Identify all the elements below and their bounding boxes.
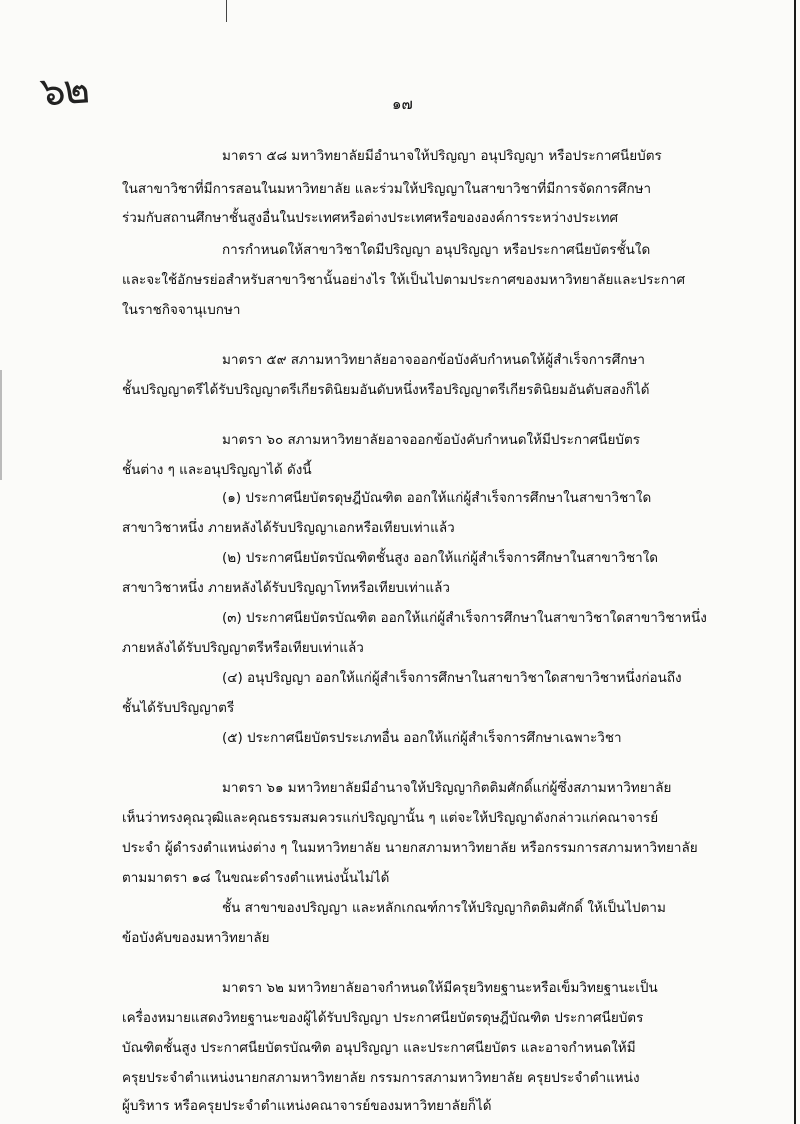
section-58-line-5: และจะใช้อักษรย่อสำหรับสาขาวิชานั้นอย่างไร ให้เป็นไปตามประกาศของมหาวิทยาลัยและประกาศ xyxy=(122,272,686,288)
section-60-item-5: (๕) ประกาศนียบัตรประเภทอื่น ออกให้แก่ผู้สำเร็จการศึกษาเฉพาะวิชา xyxy=(222,730,622,746)
section-60-line-8: ภายหลังได้รับปริญญาตรีหรือเทียบเท่าแล้ว xyxy=(122,640,364,656)
section-59-line-1: มาตรา ๕๙ สภามหาวิทยาลัยอาจออกข้อบังคับกำหนดให้ผู้สำเร็จการศึกษา xyxy=(222,352,645,368)
page-number: ๑๗ xyxy=(392,95,413,113)
section-58-line-1: มาตรา ๕๘ มหาวิทยาลัยมีอำนาจให้ปริญญา อนุปริญญา หรือประกาศนียบัตร xyxy=(222,148,662,164)
section-60-item-2: (๒) ประกาศนียบัตรบัณฑิตชั้นสูง ออกให้แก่ผู้สำเร็จการศึกษาในสาขาวิชาใด xyxy=(222,550,659,566)
scan-edge-line xyxy=(794,0,796,1124)
section-60-item-1: (๑) ประกาศนียบัตรดุษฎีบัณฑิต ออกให้แก่ผู้สำเร็จการศึกษาในสาขาวิชาใด xyxy=(222,490,652,506)
section-58-line-2: ในสาขาวิชาที่มีการสอนในมหาวิทยาลัย และร่วมให้ปริญญาในสาขาวิชาที่มีการจัดการศึกษา xyxy=(122,181,652,197)
section-62-line-4: ครุยประจำตำแหน่งนายกสภามหาวิทยาลัย กรรมการสภามหาวิทยาลัย ครุยประจำตำแหน่ง xyxy=(122,1070,640,1086)
section-62-line-3: บัณฑิตชั้นสูง ประกาศนียบัตรบัณฑิต อนุปริญญา และประกาศนียบัตร และอาจกำหนดให้มี xyxy=(122,1040,636,1056)
section-60-line-2: ชั้นต่าง ๆ และอนุปริญญาได้ ดังนี้ xyxy=(122,462,312,478)
section-61-line-6: ข้อบังคับของมหาวิทยาลัย xyxy=(122,930,270,946)
section-61-line-5: ชั้น สาขาของปริญญา และหลักเกณฑ์การให้ปริญญากิตติมศักดิ์ ให้เป็นไปตาม xyxy=(222,900,666,916)
handwritten-page-mark: ๖๒ xyxy=(38,66,90,116)
section-60-line-4: สาขาวิชาหนึ่ง ภายหลังได้รับปริญญาเอกหรือเทียบเท่าแล้ว xyxy=(122,520,455,536)
section-60-line-1: มาตรา ๖๐ สภามหาวิทยาลัยอาจออกข้อบังคับกำหนดให้มีประกาศนียบัตร xyxy=(222,432,640,448)
section-60-item-4: (๔) อนุปริญญา ออกให้แก่ผู้สำเร็จการศึกษาในสาขาวิชาใดสาขาวิชาหนึ่งก่อนถึง xyxy=(222,670,682,686)
section-59-line-2: ชั้นปริญญาตรีได้รับปริญญาตรีเกียรตินิยมอันดับหนึ่งหรือปริญญาตรีเกียรตินิยมอันดับสองก็ได้ xyxy=(122,382,650,398)
scan-top-mark xyxy=(226,0,227,22)
section-61-line-1: มาตรา ๖๑ มหาวิทยาลัยมีอำนาจให้ปริญญากิตติมศักดิ์แก่ผู้ซึ่งสภามหาวิทยาลัย xyxy=(222,780,672,796)
section-62-line-2: เครื่องหมายแสดงวิทยฐานะของผู้ได้รับปริญญา ประกาศนียบัตรดุษฎีบัณฑิต ประกาศนียบัตร xyxy=(122,1010,644,1026)
section-60-line-10: ชั้นได้รับปริญญาตรี xyxy=(122,700,235,716)
section-61-line-2: เห็นว่าทรงคุณวุฒิและคุณธรรมสมควรแก่ปริญญานั้น ๆ แต่จะให้ปริญญาดังกล่าวแก่คณาจารย์ xyxy=(122,810,659,826)
section-62-line-1: มาตรา ๖๒ มหาวิทยาลัยอาจกำหนดให้มีครุยวิทยฐานะหรือเข็มวิทยฐานะเป็น xyxy=(222,980,658,996)
section-62-line-5: ผู้บริหาร หรือครุยประจำตำแหน่งคณาจารย์ของมหาวิทยาลัยก็ได้ xyxy=(122,1098,492,1114)
section-61-line-4: ตามมาตรา ๑๘ ในขณะดำรงตำแหน่งนั้นไม่ได้ xyxy=(122,870,390,886)
section-60-line-6: สาขาวิชาหนึ่ง ภายหลังได้รับปริญญาโทหรือเทียบเท่าแล้ว xyxy=(122,580,450,596)
section-61-line-3: ประจำ ผู้ดำรงตำแหน่งต่าง ๆ ในมหาวิทยาลัย นายกสภามหาวิทยาลัย หรือกรรมการสภามหาวิทยาลัย xyxy=(122,840,698,856)
section-58-line-6: ในราชกิจจานุเบกษา xyxy=(122,302,241,318)
section-60-item-3: (๓) ประกาศนียบัตรบัณฑิต ออกให้แก่ผู้สำเร็จการศึกษาในสาขาวิชาใดสาขาวิชาหนึ่ง xyxy=(222,610,707,626)
section-58-line-3: ร่วมกับสถานศึกษาชั้นสูงอื่นในประเทศหรือต่างประเทศหรือขององค์การระหว่างประเทศ xyxy=(122,210,619,226)
section-58-line-4: การกำหนดให้สาขาวิชาใดมีปริญญา อนุปริญญา หรือประกาศนียบัตรชั้นใด xyxy=(222,242,651,258)
scan-edge-mark xyxy=(0,370,2,480)
